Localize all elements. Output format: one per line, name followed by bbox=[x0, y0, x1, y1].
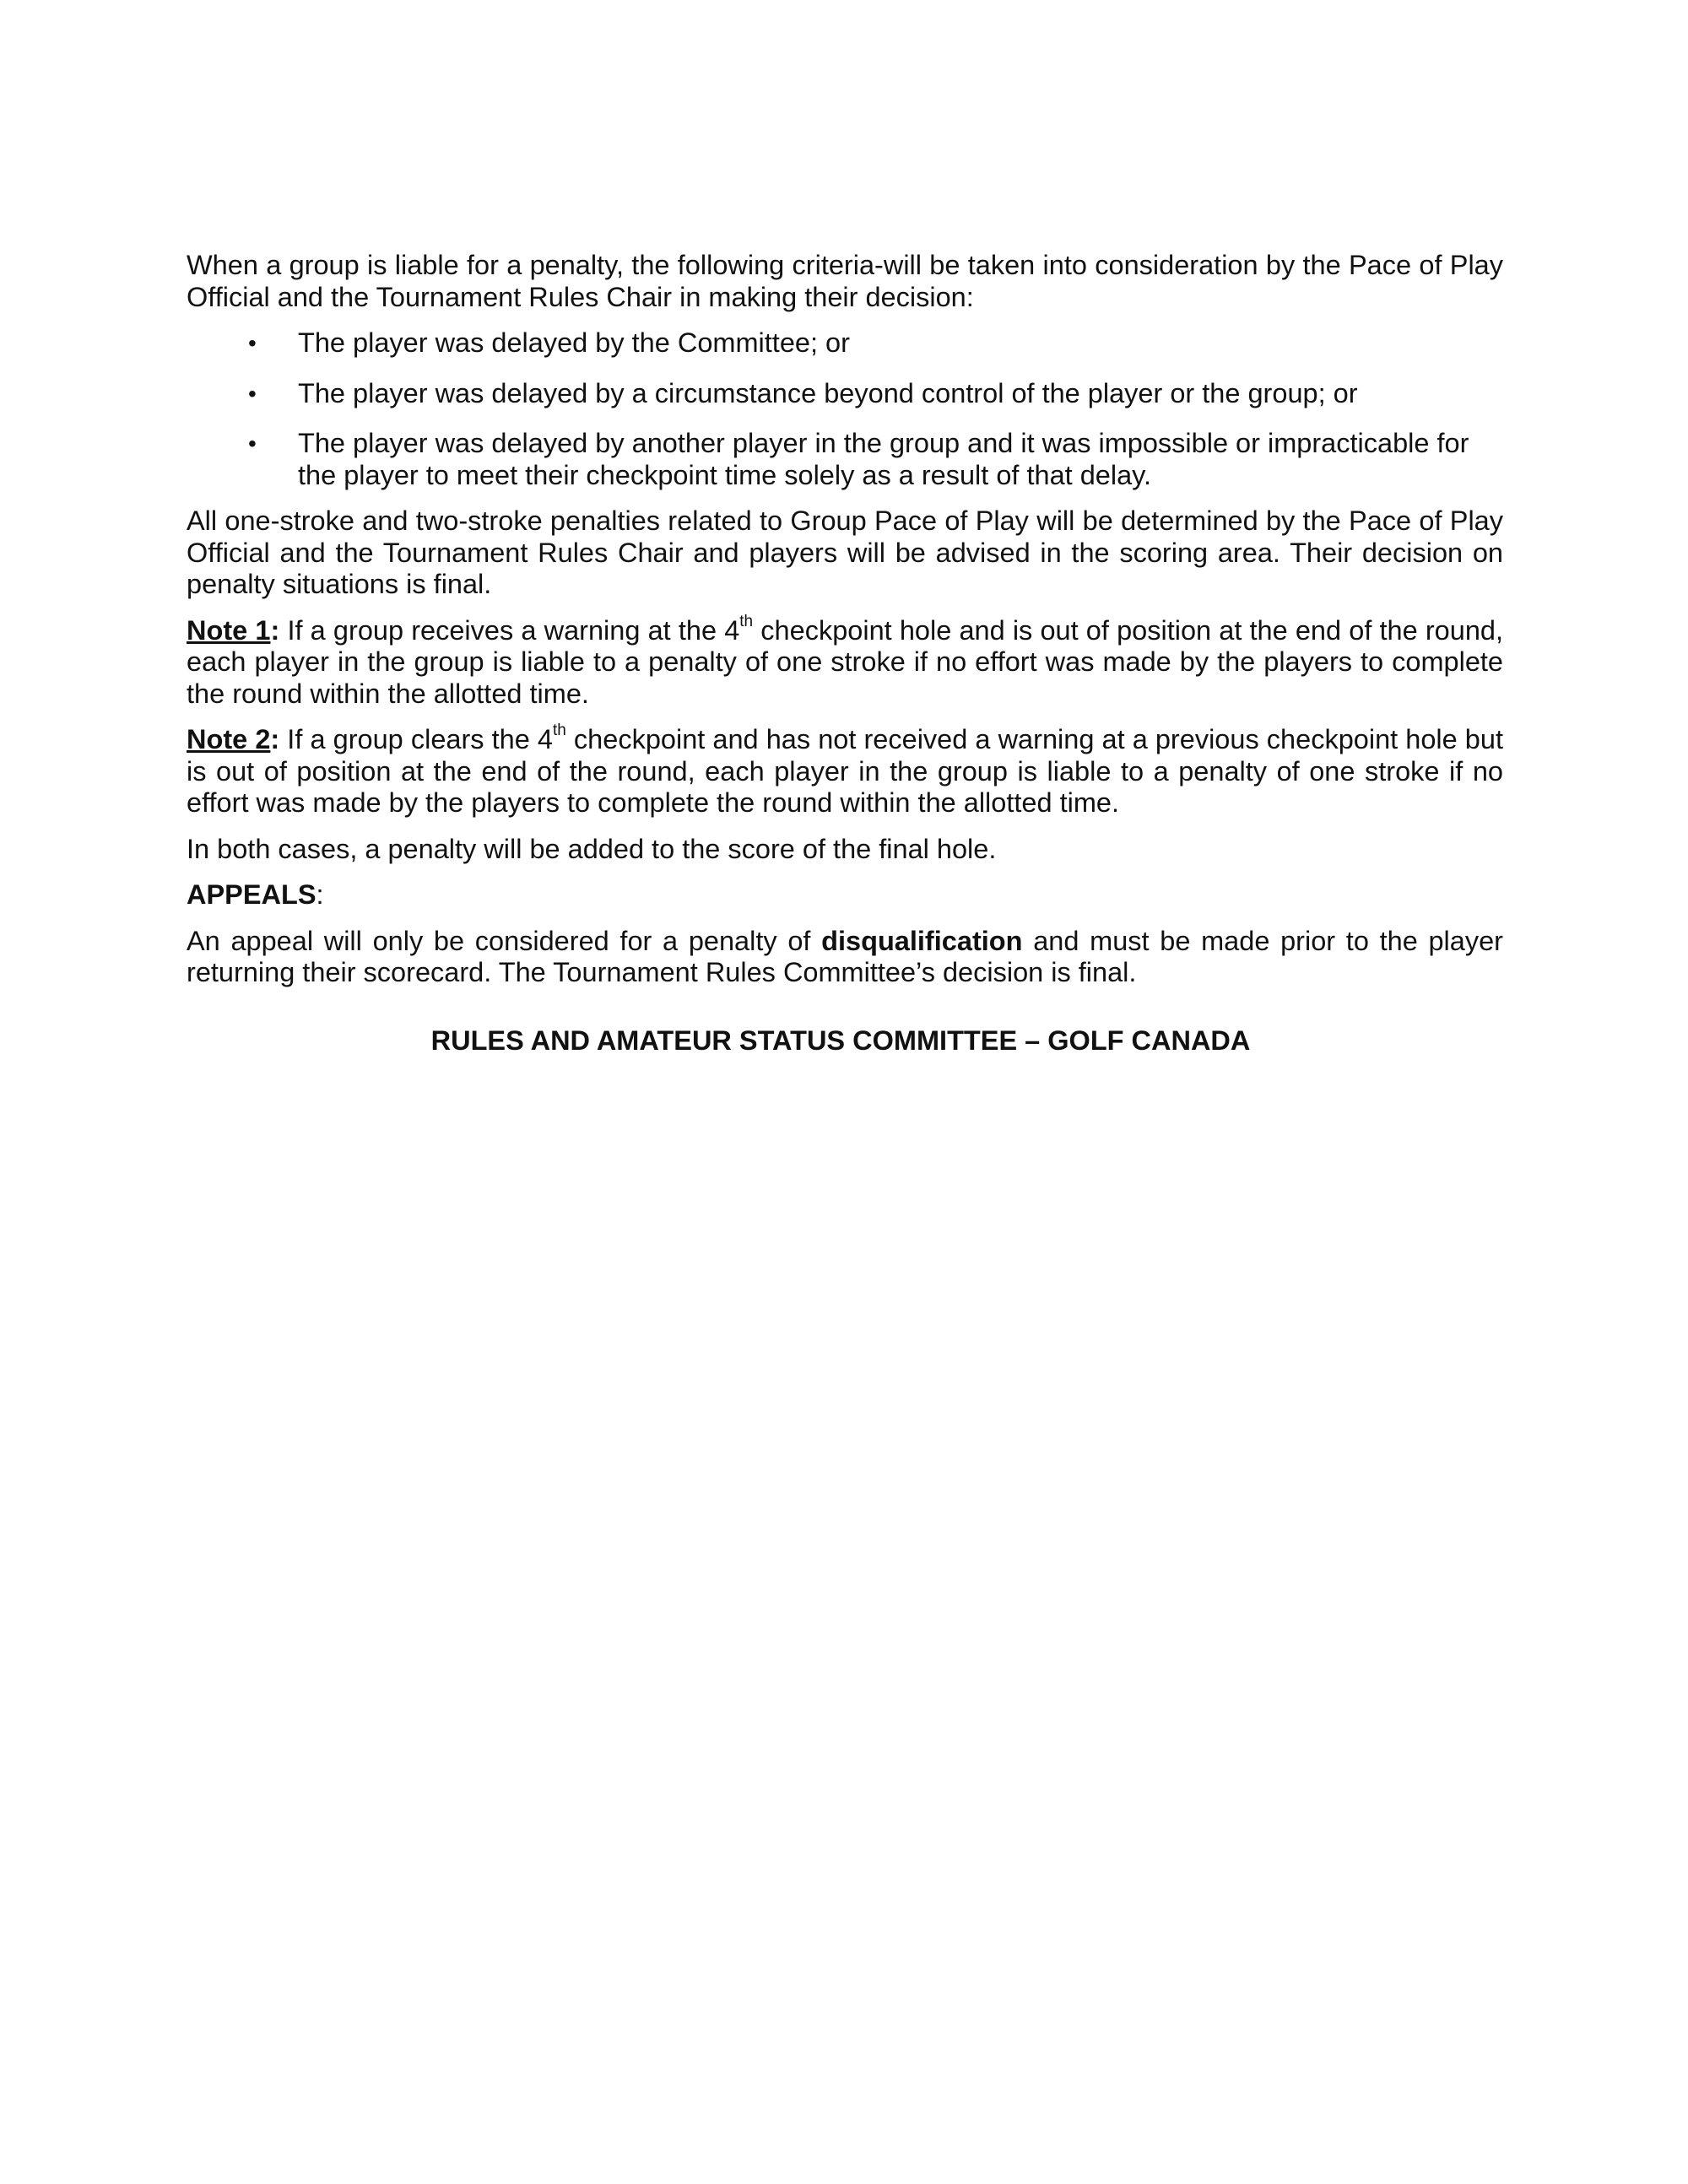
list-item bbox=[187, 378, 1503, 410]
note-2-label-text: Note 2 bbox=[187, 724, 271, 754]
document-page bbox=[187, 250, 1503, 1057]
bullet-icon: • bbox=[248, 430, 257, 457]
appeals-heading-text: APPEALS bbox=[187, 879, 316, 910]
list-item-text: The player was delayed by the Committee; or bbox=[298, 327, 850, 358]
note-1-superscript: th bbox=[739, 612, 754, 630]
appeals-bold-word: disqualification bbox=[821, 925, 1023, 956]
note-2-paragraph bbox=[187, 724, 1503, 819]
appeals-heading-colon: : bbox=[316, 879, 324, 910]
note-1-colon: : bbox=[270, 614, 280, 646]
note-1-paragraph bbox=[187, 612, 1504, 711]
note-2-text-after: checkpoint and has not received a warning at a previous checkpoint hole but is out of position at the end of the round, each player in the group is liable to a penalty of one stroke if no effort was made by the players to complete the round within the allotted time. bbox=[187, 724, 1503, 818]
note-1-text-after: checkpoint hole and is out of position at the end of the round, each player in the group is liable to a penalty of one stroke if no effort was made by the players to complete the round within the allotted time. bbox=[187, 614, 1504, 709]
list-item bbox=[187, 327, 1503, 359]
criteria-list bbox=[187, 327, 1503, 491]
note-2-superscript: th bbox=[552, 722, 566, 740]
list-item bbox=[187, 428, 1503, 491]
both-cases-paragraph: In both cases, a penalty will be added to the score of the final hole. bbox=[187, 833, 997, 864]
appeals-heading bbox=[187, 879, 1503, 911]
intro-paragraph: When a group is liable for a penalty, the following criteria-will be taken into consideration by the Pace of Play Official and the Tournament Rules Chair in making their decision: bbox=[187, 250, 1503, 312]
appeals-text-before: An appeal will only be considered for a penalty of bbox=[187, 925, 822, 956]
bullet-icon: • bbox=[248, 330, 257, 356]
committee-signature: RULES AND AMATEUR STATUS COMMITTEE – GOLF CANADA bbox=[430, 1024, 1251, 1056]
note-1-label bbox=[187, 615, 279, 646]
note-1-text-before: If a group receives a warning at the 4 bbox=[279, 614, 740, 646]
list-item-text: The player was delayed by another player in the group and it was impossible or impracticable for the player to meet their checkpoint time solely as a result of that delay. bbox=[298, 428, 1469, 490]
penalties-paragraph: All one-stroke and two-stroke penalties related to Group Pace of Play will be determined by the Pace of Play Official and the Tournament Rules Chair and players will be advised in the scoring area. Their decision on penalty situations is final. bbox=[187, 505, 1503, 599]
note-1-label-text: Note 1 bbox=[187, 614, 271, 646]
note-2-colon: : bbox=[270, 724, 280, 754]
list-item-text: The player was delayed by a circumstance beyond control of the player or the group; or bbox=[298, 377, 1358, 408]
note-2-text-before: If a group clears the 4 bbox=[279, 724, 553, 754]
appeals-text-after: and must be made prior to the player returning their scorecard. The Tournament Rules Committee’s decision is final. bbox=[187, 925, 1504, 987]
bullet-icon: • bbox=[248, 380, 257, 407]
note-2-label bbox=[187, 724, 279, 754]
appeals-paragraph bbox=[187, 926, 1503, 989]
